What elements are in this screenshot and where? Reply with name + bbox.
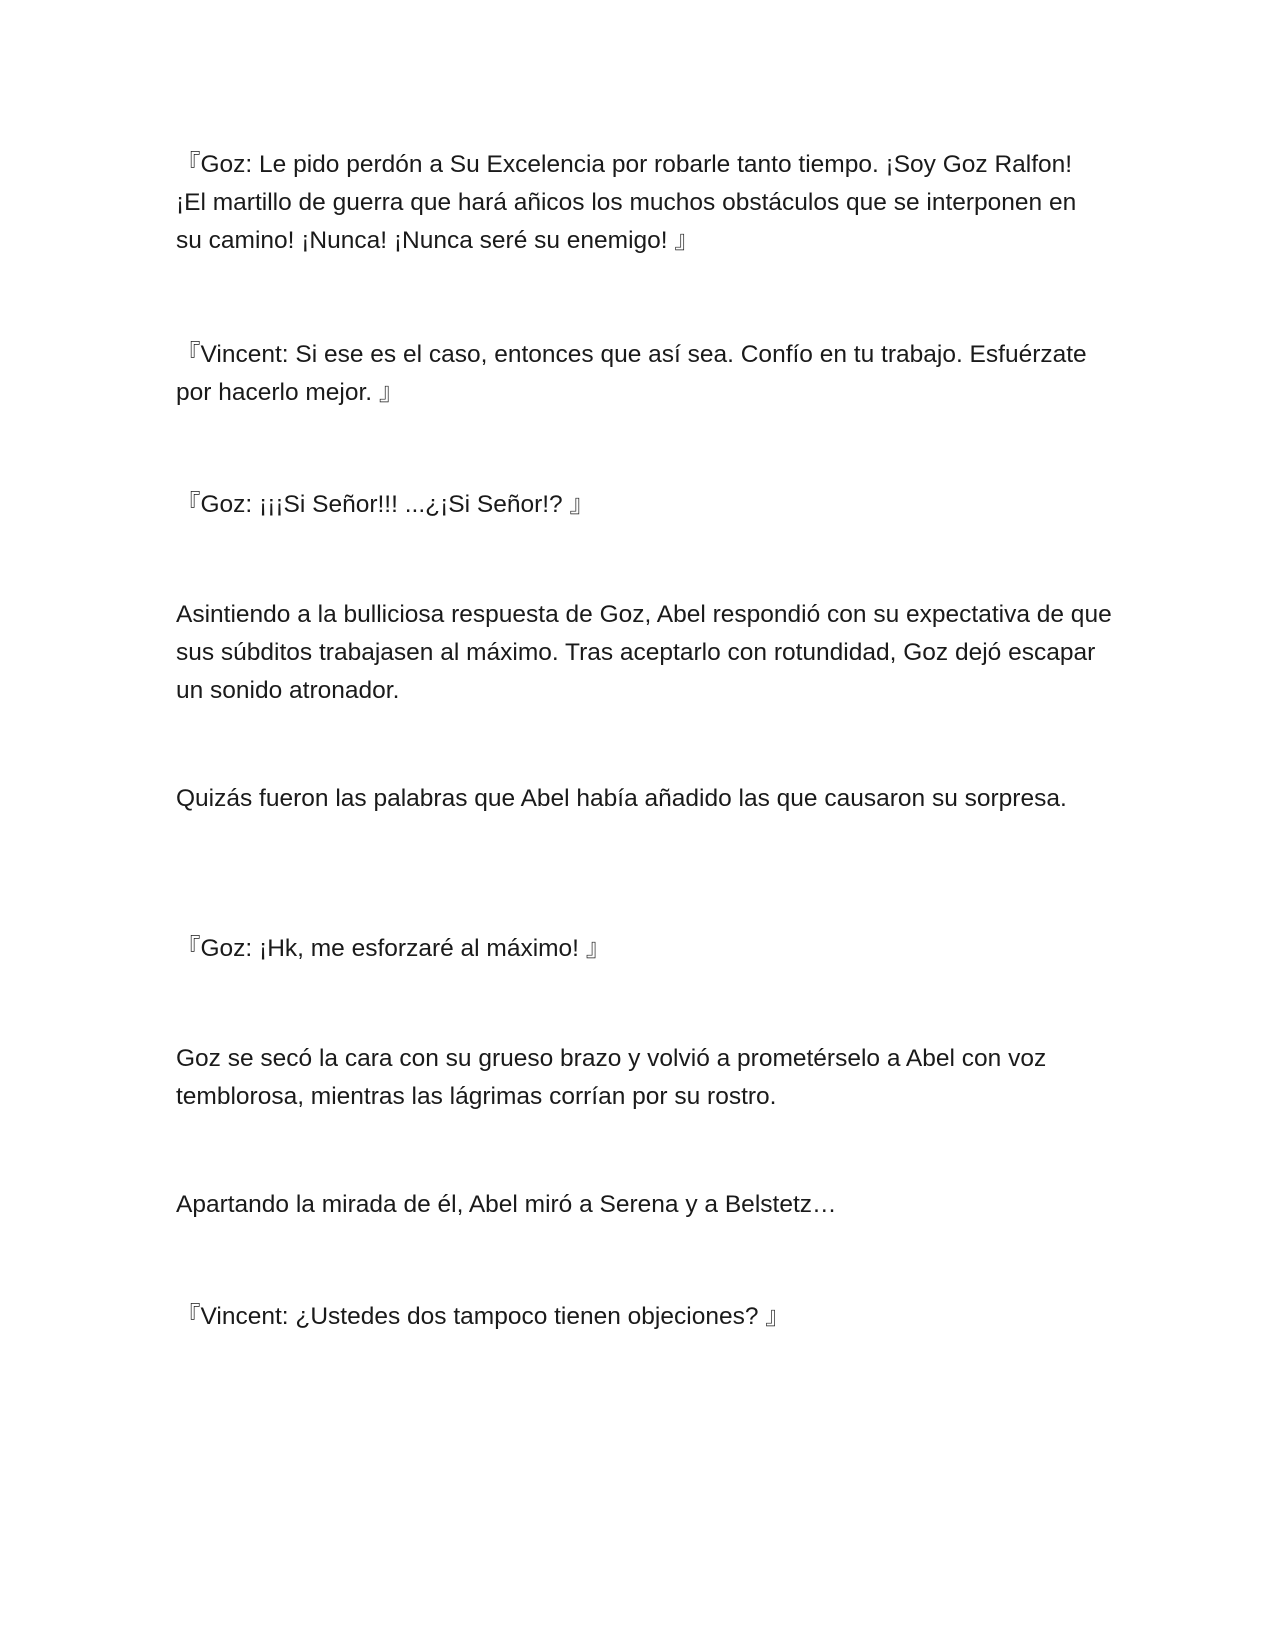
dialogue-goz-hk: 『Goz: ¡Hk, me esforzaré al máximo! 』 xyxy=(176,935,611,962)
narration-abel-looks: Apartando la mirada de él, Abel miró a Serena y a Belstetz… xyxy=(176,1191,837,1218)
narration-surprise: Quizás fueron las palabras que Abel había añadido las que causaron su sorpresa. xyxy=(176,785,1067,812)
dialogue-vincent-response: 『Vincent: Si ese es el caso, entonces que así sea. Confío en tu trabajo. Esfuérzate por hacerlo mejor. 』 xyxy=(176,341,1087,406)
dialogue-goz-apology: 『Goz: Le pido perdón a Su Excelencia por robarle tanto tiempo. ¡Soy Goz Ralfon! ¡El martillo de guerra que hará añicos los muchos obstáculos que se interponen en su camino! ¡Nunca! ¡Nunca seré su enemigo! 』 xyxy=(176,151,1077,254)
dialogue-goz-si-senor: 『Goz: ¡¡¡Si Señor!!! ...¿¡Si Señor!? 』 xyxy=(176,491,594,518)
narration-abel-expectation: Asintiendo a la bulliciosa respuesta de Goz, Abel respondió con su expectativa de que sus súbditos trabajasen al máximo. Tras aceptarlo con rotundidad, Goz dejó escapar un sonido atronador. xyxy=(176,601,1112,704)
narration-goz-tears: Goz se secó la cara con su grueso brazo y volvió a prometérselo a Abel con voz temblorosa, mientras las lágrimas corrían por su rostro. xyxy=(176,1045,1047,1110)
dialogue-vincent-question: 『Vincent: ¿Ustedes dos tampoco tienen objeciones? 』 xyxy=(176,1303,790,1330)
